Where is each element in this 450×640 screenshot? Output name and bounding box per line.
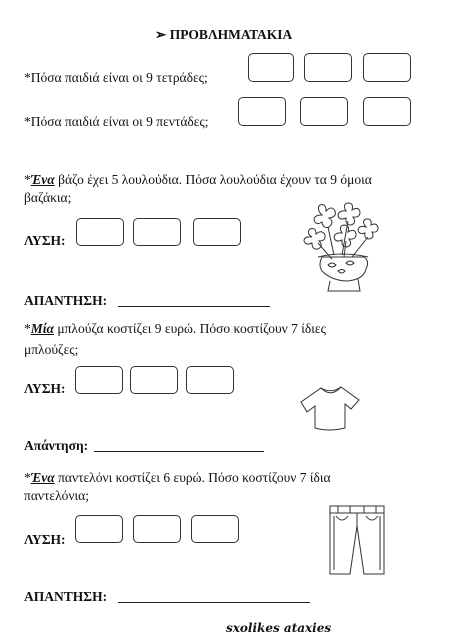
flower-vase-icon	[298, 205, 388, 300]
answer-box[interactable]	[248, 53, 294, 82]
solution-box[interactable]	[193, 218, 241, 246]
problem-keyword: Ένα	[30, 172, 55, 187]
problem-vase-text-2: βαζάκια;	[24, 190, 72, 205]
problem-shirt-text	[24, 320, 326, 338]
answer-box[interactable]	[300, 97, 348, 126]
problem-trousers-text	[24, 469, 331, 487]
trousers-icon	[326, 504, 388, 576]
page-title-row	[155, 26, 292, 44]
solution-label: ΛΥΣΗ:	[24, 532, 66, 547]
answer-box[interactable]	[363, 53, 411, 82]
bullet: *	[24, 172, 31, 187]
solution-box[interactable]	[191, 515, 239, 543]
solution-label: ΛΥΣΗ:	[24, 381, 66, 396]
problem-keyword: Ένα	[30, 470, 55, 485]
answer-box[interactable]	[304, 53, 352, 82]
solution-box[interactable]	[186, 366, 234, 394]
solution-box[interactable]	[133, 515, 181, 543]
solution-box[interactable]	[76, 218, 124, 246]
footer-credit: sxolikes ataxies	[226, 621, 332, 635]
page-title: ΠΡΟΒΛΗΜΑΤΑΚΙΑ	[169, 27, 293, 42]
solution-box[interactable]	[75, 366, 123, 394]
problem-keyword: Μία	[30, 321, 54, 336]
answer-line[interactable]	[118, 602, 310, 603]
answer-box[interactable]	[363, 97, 411, 126]
answer-box[interactable]	[238, 97, 286, 126]
answer-label: ΑΠΑΝΤΗΣΗ:	[24, 293, 108, 308]
answer-line[interactable]	[118, 306, 270, 307]
arrow-bullet-icon: ➢	[155, 27, 167, 42]
bullet: *	[24, 321, 31, 336]
answer-label: Απάντηση:	[24, 438, 89, 453]
tshirt-icon	[299, 384, 363, 432]
answer-line[interactable]	[94, 451, 264, 452]
bullet: *	[24, 470, 31, 485]
question-fives: *Πόσα παιδιά είναι οι 9 πεντάδες;	[24, 114, 209, 129]
problem-trousers-text-2: παντελόνια;	[24, 488, 89, 503]
problem-shirt-text-2: μπλούζες;	[24, 342, 79, 357]
answer-label: ΑΠΑΝΤΗΣΗ:	[24, 589, 108, 604]
problem-vase-text	[24, 171, 372, 189]
solution-box[interactable]	[75, 515, 123, 543]
problem-line: παντελόνι κοστίζει 6 ευρώ. Πόσο κοστίζουν 7 ίδια	[54, 470, 331, 485]
solution-box[interactable]	[133, 218, 181, 246]
solution-box[interactable]	[130, 366, 178, 394]
problem-line: βάζο έχει 5 λουλούδια. Πόσα λουλούδια έχουν τα 9 όμοια	[54, 172, 372, 187]
question-fours: *Πόσα παιδιά είναι οι 9 τετράδες;	[24, 70, 208, 85]
problem-line: μπλούζα κοστίζει 9 ευρώ. Πόσο κοστίζουν 7 ίδιες	[53, 321, 326, 336]
solution-label: ΛΥΣΗ:	[24, 233, 66, 248]
